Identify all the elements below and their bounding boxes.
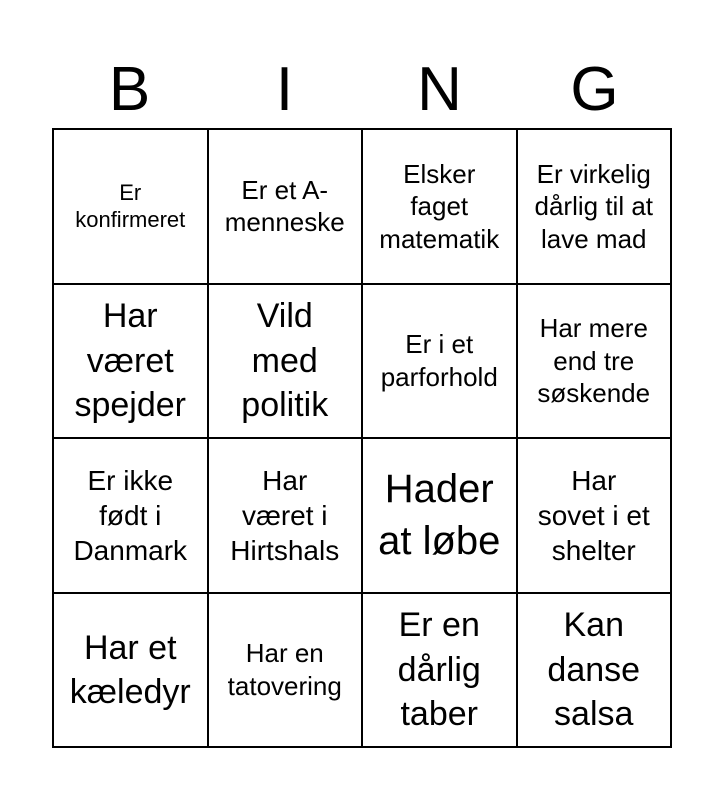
cell-text: Er en dårlig taber xyxy=(397,606,481,733)
bingo-cell[interactable] xyxy=(517,593,672,748)
cell-text: Har et kæledyr xyxy=(69,628,191,711)
header-letter-i: I xyxy=(275,55,294,124)
cell-text: Er virkelig dårlig til at lave mad xyxy=(534,158,653,254)
bingo-cell[interactable] xyxy=(362,593,517,748)
cell-text: Har været spejder xyxy=(74,297,186,424)
bingo-cell[interactable] xyxy=(362,284,517,439)
bingo-cell[interactable] xyxy=(208,593,363,748)
bingo-cell[interactable] xyxy=(362,129,517,284)
cell-text: Er konfirmeret xyxy=(75,179,186,233)
bingo-cell[interactable] xyxy=(53,284,208,439)
cell-text: Hader at løbe xyxy=(378,467,501,564)
cell-text: Vild med politik xyxy=(241,297,329,424)
bingo-cell[interactable] xyxy=(53,593,208,748)
cell-text: Er ikke født i Danmark xyxy=(73,464,188,566)
bingo-board xyxy=(52,128,672,748)
bingo-cell[interactable] xyxy=(362,438,517,593)
bingo-header xyxy=(52,52,672,128)
bingo-cell[interactable] xyxy=(208,284,363,439)
cell-text: Kan danse salsa xyxy=(547,606,641,733)
bingo-cell[interactable] xyxy=(517,129,672,284)
bingo-cell[interactable] xyxy=(53,438,208,593)
cell-text: Er i et parforhold xyxy=(380,329,498,392)
bingo-cell[interactable] xyxy=(53,129,208,284)
cell-text: Er et A- menneske xyxy=(224,174,345,238)
bingo-cell[interactable] xyxy=(208,129,363,284)
cell-text: Har mere end tre søskende xyxy=(537,313,651,408)
bingo-cell[interactable] xyxy=(208,438,363,593)
cell-text: Elsker faget matematik xyxy=(379,158,500,254)
bingo-cell[interactable] xyxy=(517,438,672,593)
cell-text: Har en tatovering xyxy=(227,638,342,701)
header-letter-g: G xyxy=(570,55,619,124)
cell-text: Har sovet i et shelter xyxy=(537,464,650,566)
cell-text: Har været i Hirtshals xyxy=(230,464,340,566)
header-letter-b: B xyxy=(108,55,151,124)
bingo-cell[interactable] xyxy=(517,284,672,439)
header-letter-n: N xyxy=(417,55,462,124)
